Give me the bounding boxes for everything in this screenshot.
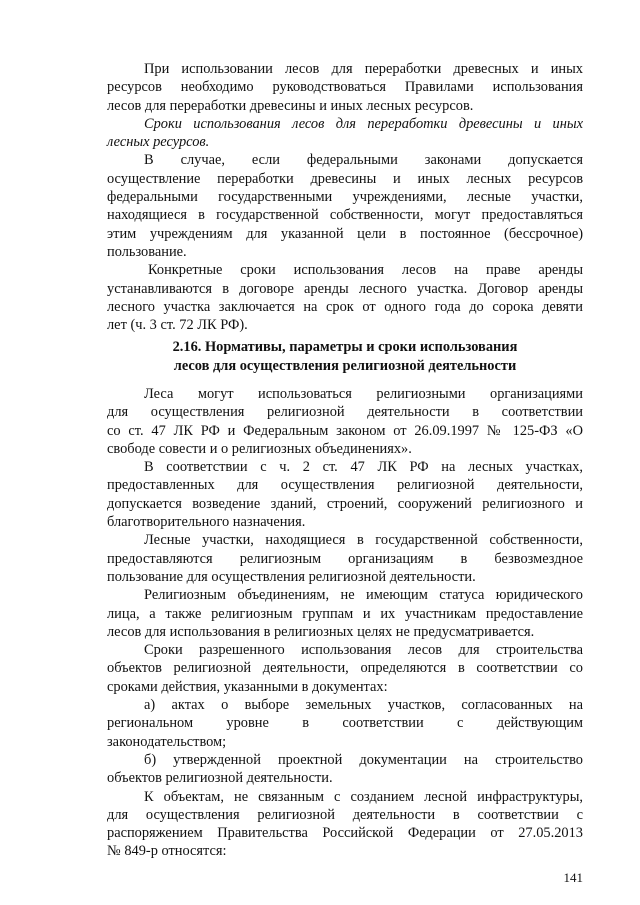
text-line: пользование для осуществления религиозной деятельности. [107,568,476,585]
text-line: законодательством; [107,733,227,750]
text-line: сроками действия, указанными в документах: [107,678,388,695]
text-line: а) актах о выборе земельных участков, согласованных на [144,697,583,714]
text-line: лесов для использования в религиозных целях не предусматривается. [107,623,535,640]
heading-line: лесов для осуществления религиозной деятельности [173,358,517,374]
text-line: К объектам, не связанным с созданием лесной инфраструктуры, [144,788,583,805]
paragraph [107,151,583,261]
text-line: этим учреждениям для указанной цели в постоянное (бессрочное) [107,225,583,242]
text-line: лица, а также религиозным группам и их участникам предоставление [107,605,583,622]
text-line: ресурсов необходимо руководствоваться Правилами использования [107,79,583,96]
text-line: Леса могут использоваться религиозными организациями [144,386,583,402]
text-line: лесов для переработки древесины и иных лесных ресурсов. [107,97,474,114]
text-line: В случае, если федеральными законами допускается [144,152,583,169]
section-heading [107,338,583,376]
paragraph [107,641,583,696]
text-line: Религиозным объединениям, не имеющим статуса юридического [144,587,583,604]
text-line: для осуществления религиозной деятельности в соответствии с [107,806,583,823]
text-line: предоставленных для осуществления религиозной деятельности, [107,477,583,494]
paragraph [107,696,583,751]
text-line: устанавливаются в договоре аренды лесного участка. Договор аренды [107,280,583,297]
text-line: При использовании лесов для переработки древесных и иных [144,61,583,77]
paragraph [107,261,583,334]
text-line: предоставляются религиозным организациям в безвозмездное [107,550,583,567]
top-text-block [107,60,583,334]
text-line: со ст. 47 ЛК РФ и Федеральным законом от 26.09.1997 № 125-ФЗ «О [107,422,583,439]
text-line: лесного участка заключается на срок от одного года до сорока девяти [107,298,583,315]
text-line: объектов религиозной деятельности, определяются в соответствии со [107,660,583,677]
paragraph [107,60,583,115]
paragraph [107,751,583,788]
text-line: благотворительного назначения. [107,514,306,531]
paragraph [107,458,583,531]
text-line: объектов религиозной деятельности. [107,770,333,787]
text-line: лесных ресурсов. [107,134,210,151]
text-line: пользование. [107,243,187,260]
text-line: свободе совести и о религиозных объединениях». [107,440,412,457]
paragraph [107,531,583,586]
text-line: Сроки использования лесов для переработки древесины и иных [144,115,583,132]
text-line: Конкретные сроки использования лесов на праве аренды [148,262,583,279]
text-line: для осуществления религиозной деятельности в соответствии [107,404,583,421]
paragraph [107,586,583,641]
text-line: распоряжением Правительства Российской Федерации от 27.05.2013 [107,825,583,842]
text-line: В соответствии с ч. 2 ст. 47 ЛК РФ на лесных участках, [144,459,583,476]
text-line: осуществление переработки древесины и иных лесных ресурсов [107,170,583,187]
text-line: региональном уровне в соответствии с действующим [107,715,583,732]
text-line: федеральными государственными учреждениями, лесные участки, [107,189,583,206]
text-line: лет (ч. 3 ст. 72 ЛК РФ). [107,317,248,334]
text-line: допускается возведение зданий, строений, сооружений религиозного и [107,495,583,512]
section-text-block [107,385,583,861]
heading-line: 2.16. Нормативы, параметры и сроки использования [172,339,518,355]
page-number: 141 [563,870,583,885]
text-line: находящиеся в государственной собственности, могут предоставляться [107,207,583,224]
text-line: б) утвержденной проектной документации на строительство [144,751,583,768]
paragraph [107,115,583,152]
paragraph [107,385,583,458]
paragraph [107,788,583,861]
text-line: № 849-р относятся: [107,843,227,860]
text-line: Лесные участки, находящиеся в государственной собственности, [144,532,583,549]
text-line: Сроки разрешенного использования лесов для строительства [144,642,583,659]
